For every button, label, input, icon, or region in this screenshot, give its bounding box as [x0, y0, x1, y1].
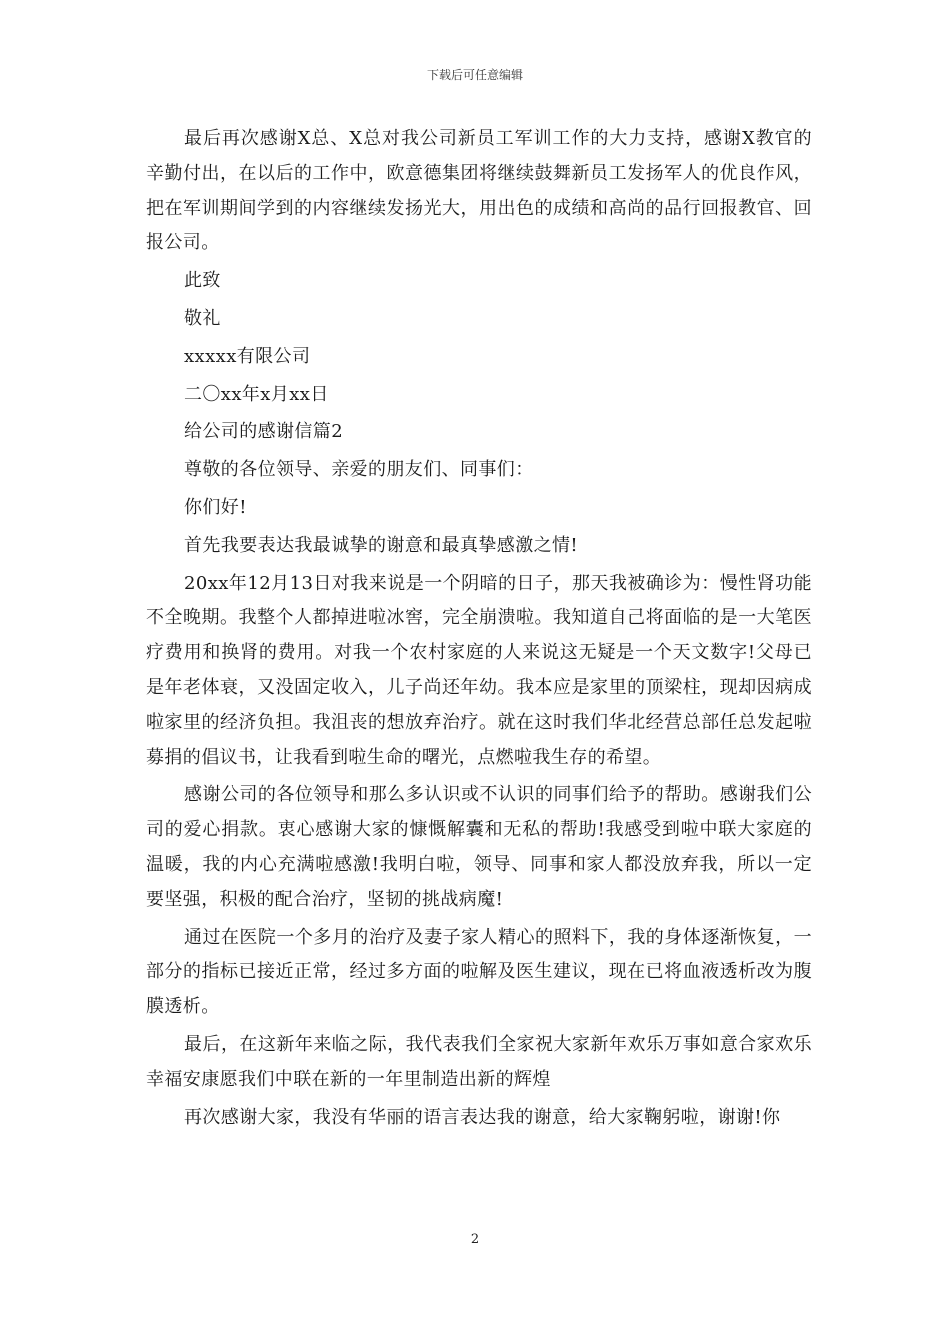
paragraph: 通过在医院一个多月的治疗及妻子家人精心的照料下，我的身体逐渐恢复，一部分的指标已接近正常，经过多方面的啦解及医生建议，现在已将血液透析改为腹膜透析。: [146, 926, 812, 1018]
paragraph: 再次感谢大家，我没有华丽的语言表达我的谢意，给大家鞠躬啦，谢谢!你: [184, 1106, 781, 1128]
page-header: 下载后可任意编辑: [426, 68, 523, 82]
paragraph: 首先我要表达我最诚挚的谢意和最真挚感激之情!: [184, 534, 579, 556]
paragraph: 敬礼: [184, 307, 221, 329]
paragraph: xxxxx有限公司: [184, 345, 311, 367]
paragraph: 你们好!: [184, 496, 247, 518]
section-title: 给公司的感谢信篇2: [184, 421, 344, 443]
paragraph: 最后再次感谢X总、X总对我公司新员工军训工作的大力支持，感谢X教官的辛勤付出，在以后的工作中，欧意德集团将继续鼓舞新员工发扬军人的优良作风，把在军训期间学到的内容继续发扬光大，用出色的成绩和高尚的品行回报教官、回报公司。: [146, 128, 812, 254]
paragraph: 最后，在这新年来临之际，我代表我们全家祝大家新年欢乐万事如意合家欢乐幸福安康愿我们中联在新的一年里制造出新的辉煌: [146, 1033, 812, 1090]
document-body: [146, 122, 812, 1138]
paragraph: 二〇xx年x月xx日: [184, 383, 329, 405]
paragraph: 此致: [184, 270, 221, 292]
paragraph: 20xx年12月13日对我来说是一个阴暗的日子，那天我被确诊为：慢性肾功能不全晚期。我整个人都掉进啦冰窖，完全崩溃啦。我知道自己将面临的是一大笔医疗费用和换肾的费用。对我一个农村家庭的人来说这无疑是一个天文数字!父母已是年老体衰，又没固定收入，儿子尚还年幼。我本应是家里的顶梁柱，现却因病成啦家里的经济负担。我沮丧的想放弃治疗。就在这时我们华北经营总部任总发起啦募捐的倡议书，让我看到啦生命的曙光，点燃啦我生存的希望。: [146, 572, 812, 768]
salutation: 尊敬的各位领导、亲爱的朋友们、同事们：: [184, 459, 534, 481]
page-number: 2: [470, 1232, 480, 1247]
paragraph: 感谢公司的各位领导和那么多认识或不认识的同事们给予的帮助。感谢我们公司的爱心捐款。衷心感谢大家的慷慨解囊和无私的帮助!我感受到啦中联大家庭的温暖，我的内心充满啦感激!我明白啦，领导、同事和家人都没放弃我，所以一定要坚强，积极的配合治疗，坚韧的挑战病魔!: [146, 784, 812, 910]
